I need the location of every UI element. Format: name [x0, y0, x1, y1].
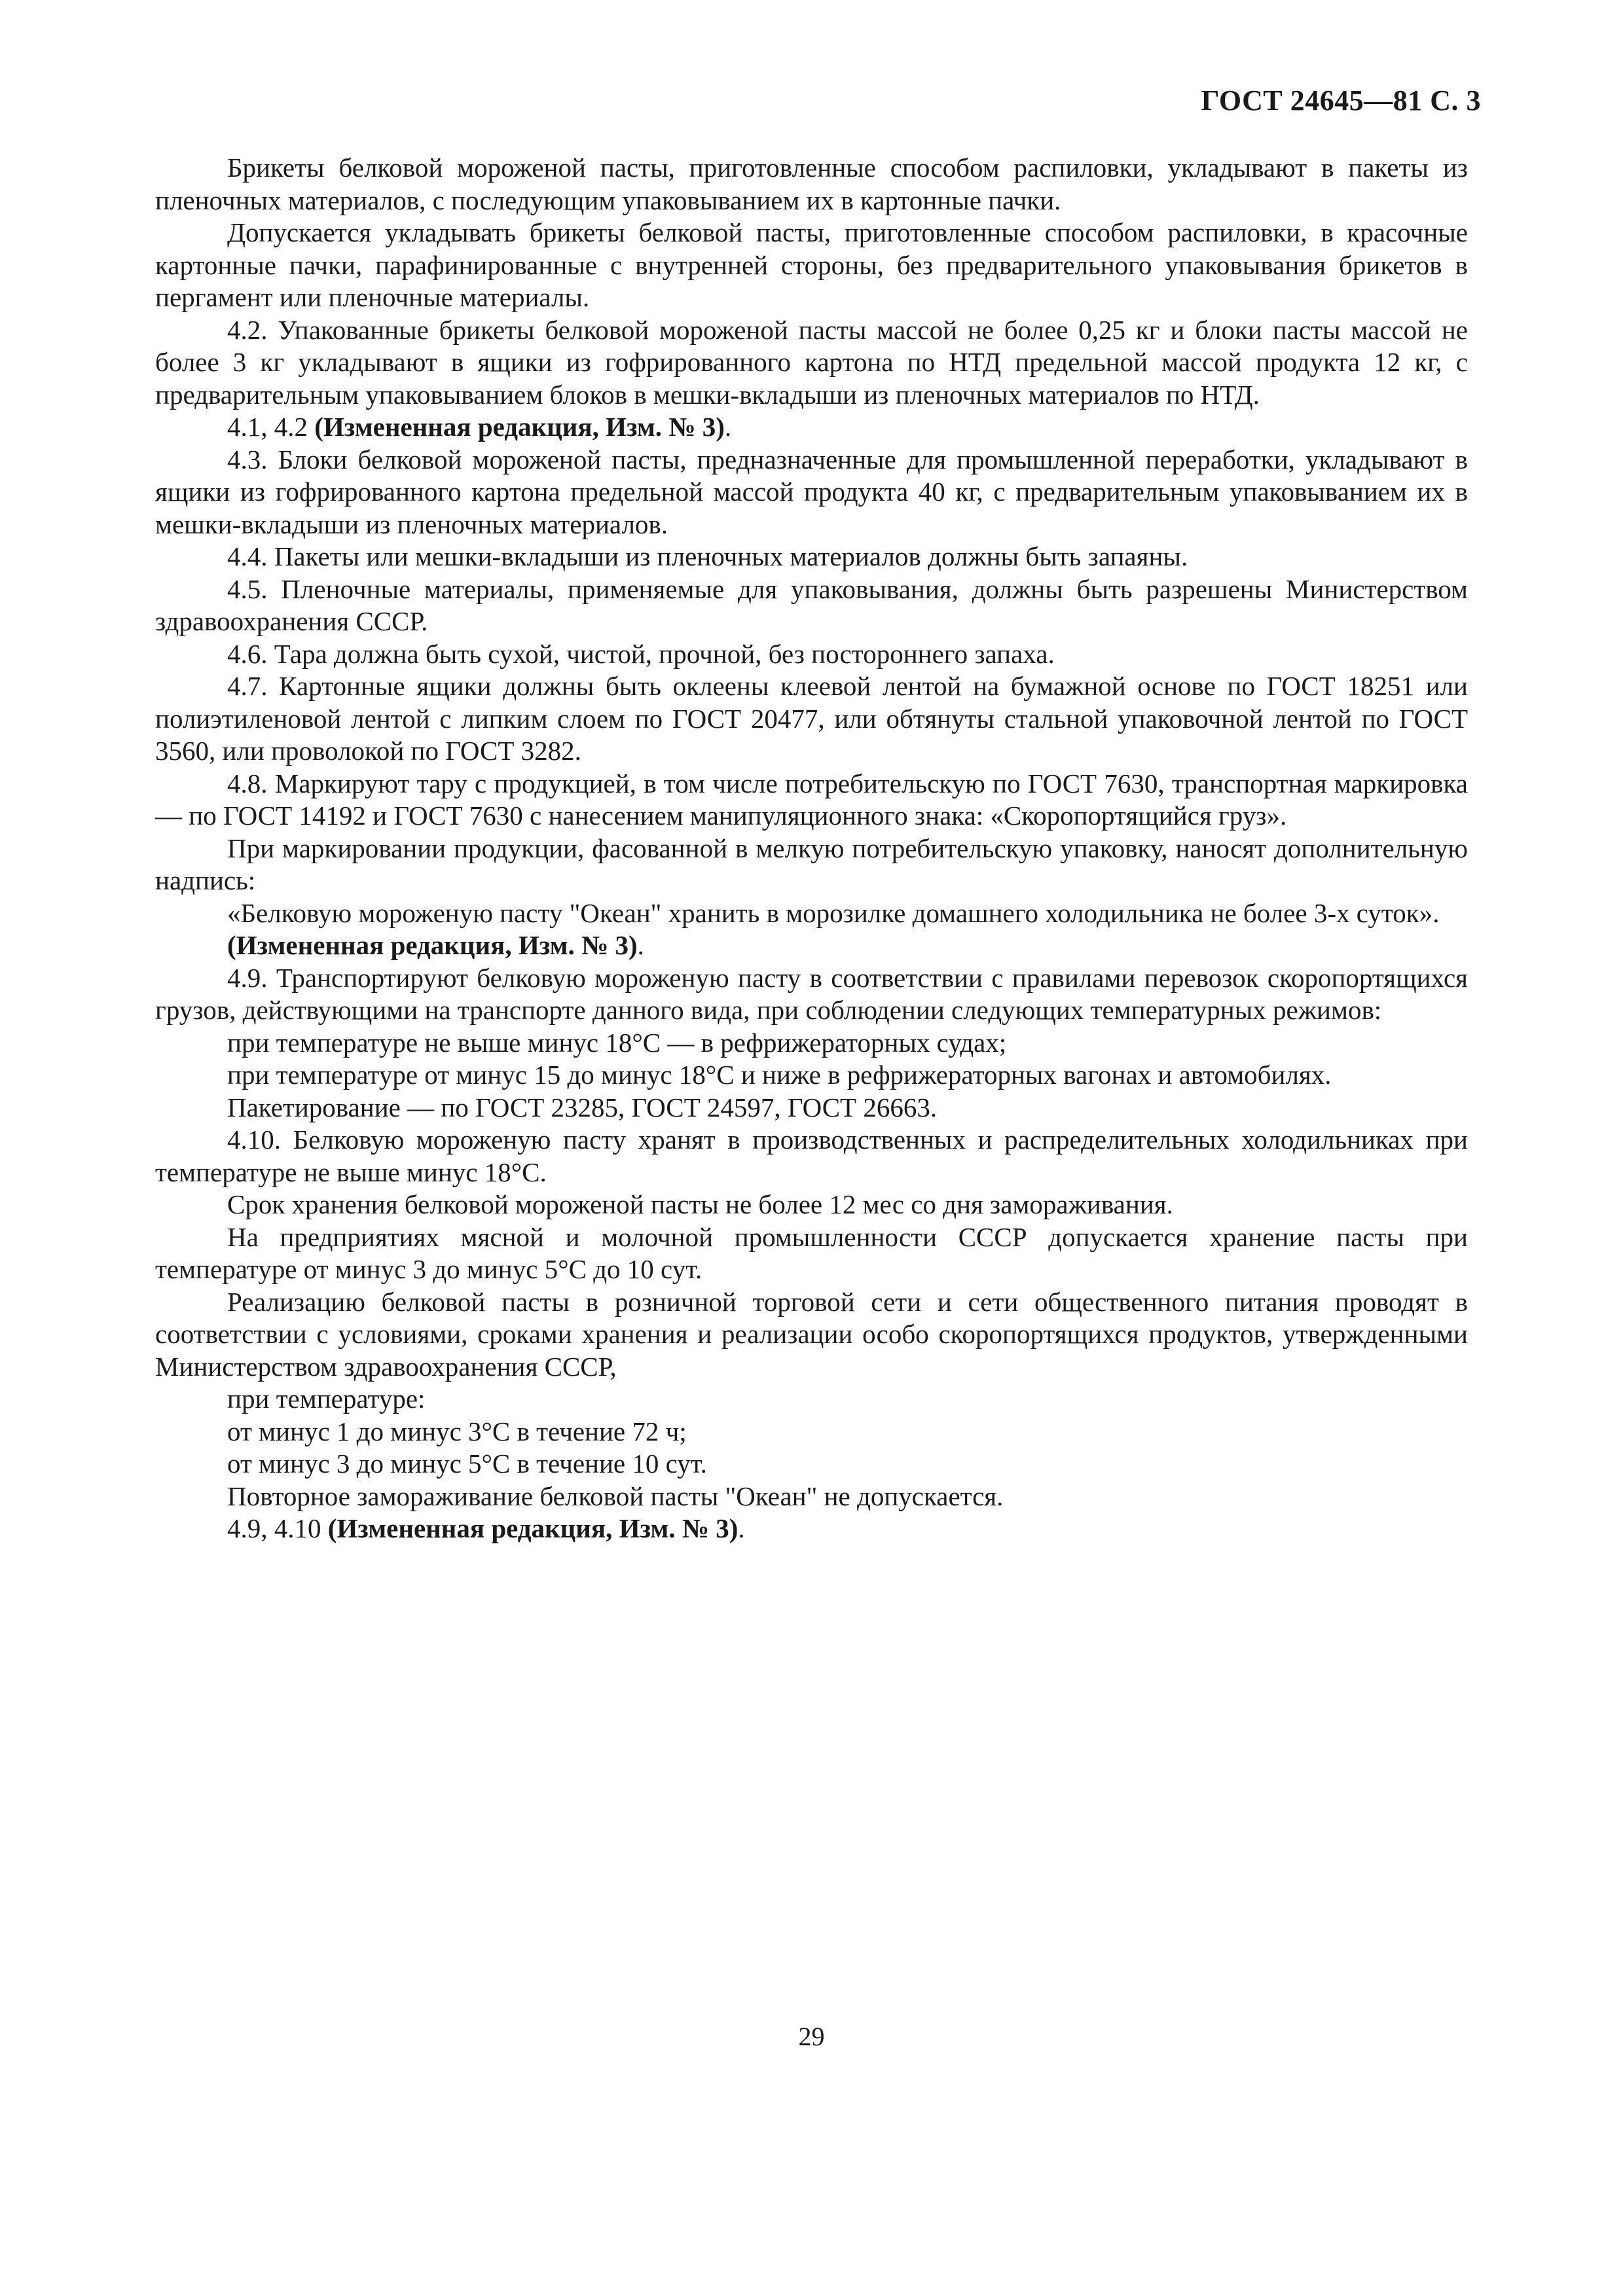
paragraph: На предприятиях мясной и молочной промышленности СССР допускается хранение пасты при температуре от минус 3 до минус 5°С до 10 сут.: [155, 1221, 1468, 1284]
paragraph: Реализацию белковой пасты в розничной торговой сети и сети общественного питания проводят в соответствии с условиями, сроками хранения и реализации особо скоропортящихся продуктов, утвержденными Министерством здравоохранения СССР,: [155, 1286, 1468, 1382]
paragraph: Повторное замораживание белковой пасты "Океан" не допускается.: [227, 1480, 1004, 1511]
note-prefix: 4.9, 4.10: [227, 1513, 328, 1543]
note-bold: (Измененная редакция, Изм. № 3): [314, 412, 725, 442]
note-bold: (Измененная редакция, Изм. № 3): [227, 930, 638, 960]
amendment-note: [155, 411, 1468, 444]
paragraph: Брикеты белковой мороженой пасты, приготовленные способом распиловки, укладывают в пакеты из пленочных материалов, с последующим упаковыванием их в картонные пачки.: [155, 152, 1468, 215]
page-number: 29: [798, 2022, 825, 2051]
paragraph: от минус 3 до минус 5°С в течение 10 сут.: [227, 1448, 707, 1479]
paragraph: 4.7. Картонные ящики должны быть оклеены клеевой лентой на бумажной основе по ГОСТ 18251 или полиэтиленовой лентой с липким слоем по ГОСТ 20477, или обтянуты стальной упаковочной лентой по ГОСТ 3560, или проволокой по ГОСТ 3282.: [155, 671, 1468, 766]
paragraph: 4.5. Пленочные материалы, применяемые для упаковывания, должны быть разрешены Министерством здравоохранения СССР.: [155, 573, 1468, 636]
note-suffix: .: [738, 1513, 745, 1543]
paragraph: 4.2. Упакованные брикеты белковой мороженой пасты массой не более 0,25 кг и блоки пасты массой не более 3 кг укладывают в ящики из гофрированного картона по НТД предельной массой продукта 12 кг, с предварительным упаковыванием блоков в мешки-вкладыши из пленочных материалов по НТД.: [155, 314, 1468, 410]
amendment-note: [155, 929, 1468, 962]
note-prefix: 4.1, 4.2: [227, 412, 315, 442]
page-header: ГОСТ 24645—81 С. 3: [1201, 84, 1481, 117]
amendment-note: [155, 1513, 1468, 1545]
paragraph: при температуре:: [227, 1384, 426, 1414]
paragraph: при температуре от минус 15 до минус 18°С и ниже в рефрижераторных вагонах и автомобилях.: [227, 1060, 1332, 1090]
paragraph: 4.8. Маркируют тару с продукцией, в том числе потребительскую по ГОСТ 7630, транспортная маркировка — по ГОСТ 14192 и ГОСТ 7630 с нанесением манипуляционного знака: «Скоропортящийся груз».: [155, 768, 1468, 831]
paragraph: Допускается укладывать брикеты белковой пасты, приготовленные способом распиловки, в красочные картонные пачки, парафинированные с внутренней стороны, без предварительного упаковывания брикетов в пергамент или пленочные материалы.: [155, 217, 1468, 312]
paragraph: 4.10. Белковую мороженую пасту хранят в производственных и распределительных холодильниках при температуре не выше минус 18°С.: [155, 1124, 1468, 1187]
note-suffix: .: [724, 412, 732, 442]
document-body: [155, 152, 1468, 1545]
paragraph: 4.6. Тара должна быть сухой, чистой, прочной, без постороннего запаха.: [227, 638, 1055, 669]
note-suffix: .: [637, 930, 644, 960]
paragraph: при температуре не выше минус 18°С — в рефрижераторных судах;: [227, 1027, 1007, 1058]
paragraph: Срок хранения белковой мороженой пасты не более 12 мес со дня замораживания.: [227, 1189, 1173, 1219]
paragraph: 4.4. Пакеты или мешки-вкладыши из пленочных материалов должны быть запаяны.: [227, 541, 1188, 571]
paragraph: При маркировании продукции, фасованной в мелкую потребительскую упаковку, наносят дополнительную надпись:: [155, 833, 1468, 895]
paragraph: Пакетирование — по ГОСТ 23285, ГОСТ 24597, ГОСТ 26663.: [227, 1092, 938, 1122]
paragraph: от минус 1 до минус 3°С в течение 72 ч;: [227, 1416, 687, 1446]
paragraph: 4.3. Блоки белковой мороженой пасты, предназначенные для промышленной переработки, укладывают в ящики из гофрированного картона предельной массой продукта 40 кг, с предварительным упаковыванием их в мешки-вкладыши из пленочных материалов.: [155, 444, 1468, 539]
paragraph: 4.9. Транспортируют белковую мороженую пасту в соответствии с правилами перевозок скоропортящихся грузов, действующими на транспорте данного вида, при соблюдении следующих температурных режимов:: [155, 962, 1468, 1025]
note-bold: (Измененная редакция, Изм. № 3): [327, 1513, 739, 1543]
paragraph: «Белковую мороженую пасту "Океан" хранить в морозилке домашнего холодильника не более 3-х суток».: [227, 897, 1440, 928]
